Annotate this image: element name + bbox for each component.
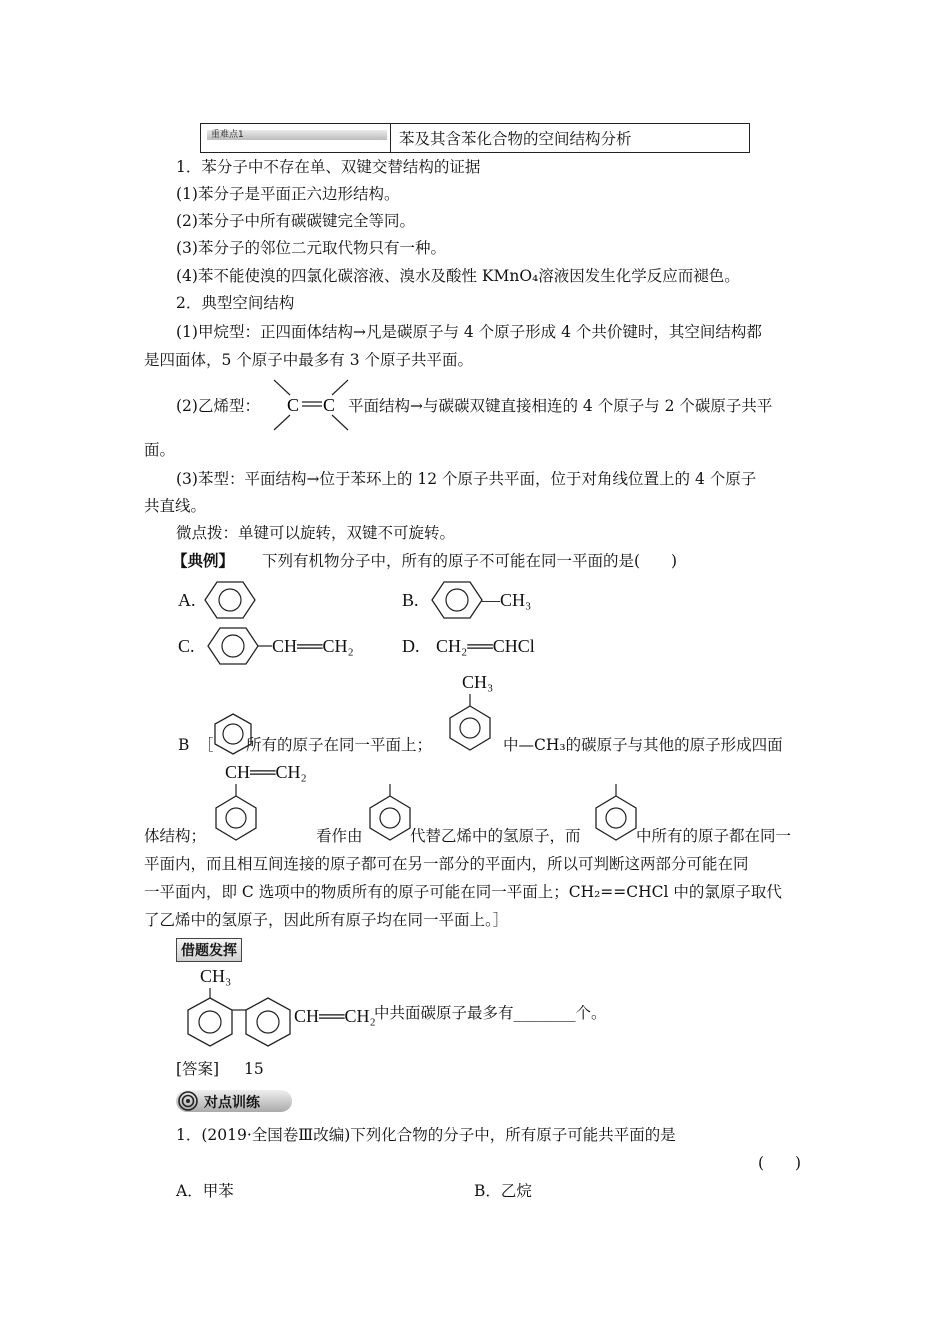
extension-question: 中共面碳原子最多有________个。 bbox=[374, 1004, 607, 1022]
practice-q1-paren: ( ) bbox=[758, 1154, 802, 1172]
benzene-ring-icon bbox=[208, 626, 278, 666]
methane-line1: (1)甲烷型：正四面体结构→凡是碳原子与 4 个原子形成 4 个共价键时，其空间结构都 bbox=[176, 323, 762, 341]
practice-option-a: A．甲苯 bbox=[176, 1182, 234, 1200]
example-question: 下列有机物分子中，所有的原子不可能在同一平面的是( ) bbox=[262, 552, 678, 570]
extension-vinyl: CH══CH₂ bbox=[294, 1006, 376, 1026]
option-b-label: B. bbox=[402, 590, 419, 610]
practice-label: 对点训练 bbox=[204, 1095, 260, 1111]
solution-line2-b: 看作由 bbox=[316, 827, 363, 845]
solution-line4: 一平面内，即 C 选项中的物质所有的原子可能在同一平面上；CH₂==CHCl 中的氯原子取代 bbox=[144, 883, 782, 901]
section1-item: (1)苯分子是平面正六边形结构。 bbox=[176, 185, 400, 203]
section1-heading: 1．苯分子中不存在单、双键交替结构的证据 bbox=[176, 158, 481, 176]
practice-option-b: B．乙烷 bbox=[474, 1182, 532, 1200]
practice-badge bbox=[176, 1090, 292, 1112]
styrene-structure bbox=[214, 784, 258, 840]
example-tag: 【典例】 bbox=[172, 551, 235, 570]
section2-heading: 2．典型空间结构 bbox=[176, 294, 295, 312]
solution-vinyl-label: CH══CH₂ bbox=[225, 762, 307, 782]
section1-item: (2)苯分子中所有碳碳键完全等同。 bbox=[176, 212, 415, 230]
svg-text:C: C bbox=[323, 395, 336, 415]
phenyl-structure bbox=[368, 784, 412, 840]
benzene-line2: 共直线。 bbox=[144, 497, 207, 515]
section1-item: (3)苯分子的邻位二元取代物只有一种。 bbox=[176, 239, 446, 257]
solution-ch3-label: CH₃ bbox=[462, 672, 494, 692]
option-d-label: D. bbox=[402, 636, 420, 656]
solution-line3: 平面内，而且相互间连接的原子都可在另一部分的平面内，所以可判断这两部分可能在同 bbox=[144, 855, 749, 873]
target-icon bbox=[178, 1091, 198, 1111]
solution-answer: B bbox=[178, 736, 190, 754]
benzene-ring-icon bbox=[205, 580, 255, 620]
ethylene-structure bbox=[270, 376, 352, 434]
biphenyl-structure bbox=[180, 988, 300, 1050]
solution-line2-d: 中所有的原子都在同一 bbox=[636, 827, 792, 845]
ethylene-line2: 面。 bbox=[144, 441, 176, 459]
solution-part1: 所有的原子在同一平面上； bbox=[246, 736, 433, 754]
option-c-substituent: CH══CH₂ bbox=[272, 636, 354, 656]
solution-line2-c: 代替乙烯中的氢原子，而 bbox=[410, 827, 581, 845]
solution-line2-a: 体结构； bbox=[144, 827, 207, 845]
option-a-label: A. bbox=[178, 590, 196, 610]
ethylene-prefix: (2)乙烯型： bbox=[176, 397, 260, 415]
topic-header bbox=[200, 123, 750, 153]
section1-item: (4)苯不能使溴的四氯化碳溶液、溴水及酸性 KMnO₄溶液因发生化学反应而褪色。 bbox=[176, 267, 740, 285]
toluene-structure bbox=[448, 694, 492, 750]
benzene-line1: (3)苯型：平面结构→位于苯环上的 12 个原子共平面，位于对角线位置上的 4 个原子 bbox=[176, 470, 757, 488]
extension-answer-label: [答案] bbox=[176, 1060, 220, 1078]
vinyl-structure bbox=[594, 784, 638, 840]
solution-bracket: ［ bbox=[198, 736, 214, 754]
topic-tag bbox=[201, 124, 391, 152]
extension-ch3: CH₃ bbox=[200, 966, 232, 986]
topic-tag-label: 重难点1 bbox=[211, 130, 244, 140]
option-b-substituent: —CH₃ bbox=[482, 590, 532, 610]
solution-line5: 了乙烯中的氢原子，因此所有原子均在同一平面上。］ bbox=[144, 911, 509, 929]
tip: 微点拨：单键可以旋转，双键不可旋转。 bbox=[176, 524, 456, 542]
extension-answer-value: 15 bbox=[244, 1060, 264, 1078]
benzene-ring-icon bbox=[432, 580, 482, 620]
option-d-formula: CH₂══CHCl bbox=[436, 636, 535, 656]
option-c-label: C. bbox=[178, 636, 195, 656]
ethylene-suffix: 平面结构→与碳碳双键直接相连的 4 个原子与 2 个碳原子共平 bbox=[348, 397, 773, 415]
practice-q1: 1．(2019·全国卷Ⅲ改编)下列化合物的分子中，所有原子可能共平面的是 bbox=[176, 1126, 676, 1144]
methane-line2: 是四面体，5 个原子中最多有 3 个原子共平面。 bbox=[144, 351, 474, 369]
solution-part2: 中—CH₃的碳原子与其他的原子形成四面 bbox=[503, 736, 783, 754]
topic-title: 苯及其含苯化合物的空间结构分析 bbox=[399, 130, 632, 148]
extension-label: 借题发挥 bbox=[176, 938, 242, 962]
svg-text:C: C bbox=[287, 395, 300, 415]
